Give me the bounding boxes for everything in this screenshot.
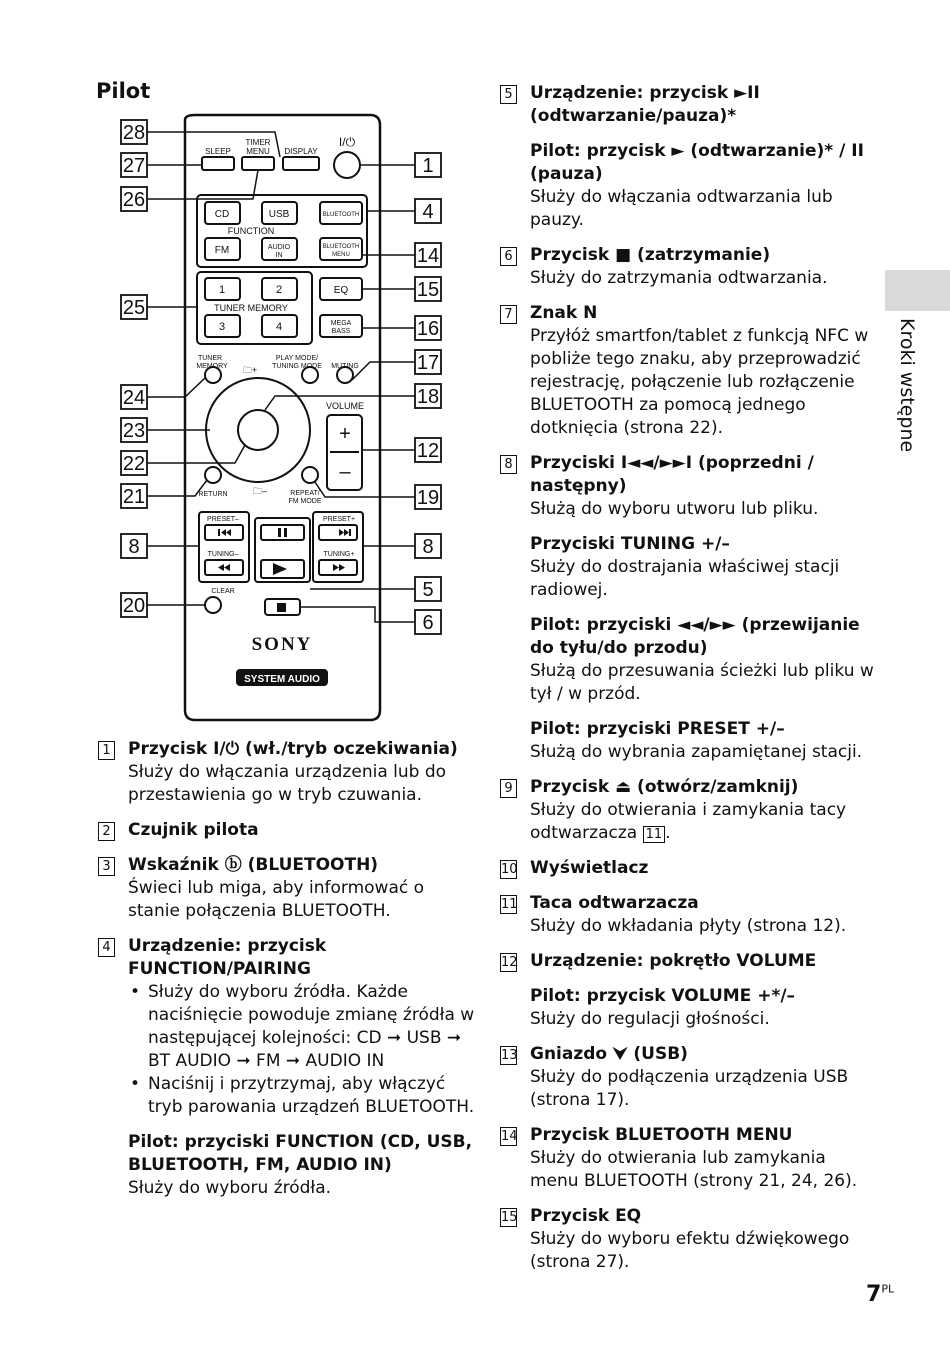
callout-1: 1	[422, 155, 434, 177]
side-tab-marker	[885, 270, 950, 311]
callout-18: 18	[416, 386, 440, 408]
item-12: 12 Urządzenie: pokrętło VOLUME Pilot: przycisk VOLUME +*/– Służy do regulacji głośności.	[501, 951, 817, 1029]
button-2: 2	[275, 284, 283, 296]
side-tab-label: Kroki wstępne	[896, 318, 918, 453]
remote-diagram	[115, 110, 450, 725]
timer-menu-label: TIMER	[245, 138, 271, 147]
item-4-bullet-2: • Naciśnij i przytrzymaj, aby włączyć tryb parowania urządzeń BLUETOOTH.	[128, 1073, 478, 1119]
item-15: 15 Przycisk EQ Służy do wyboru efektu dźwiękowego (strona 27).	[501, 1206, 850, 1272]
power-label: I/⏻	[338, 135, 356, 149]
cd-button: CD	[214, 209, 230, 220]
callout-14: 14	[416, 245, 440, 267]
button-1: 1	[218, 284, 226, 296]
item-3: 3 Wskaźnik ⓑ (BLUETOOTH) Świeci lub miga, aby informować o stanie połączenia BLUETOOTH.	[98, 854, 478, 923]
button-4: 4	[275, 321, 283, 333]
left-column	[98, 738, 478, 1200]
volume-label: VOLUME	[325, 401, 365, 411]
callout-6: 6	[422, 612, 434, 634]
callout-26: 26	[122, 189, 146, 211]
bluetooth-button: BLUETOOTH	[322, 212, 360, 218]
callout-20: 20	[122, 595, 146, 617]
item-2: 2 Czujnik pilota	[98, 819, 478, 842]
callout-17: 17	[416, 352, 440, 374]
callout-22: 22	[122, 453, 146, 475]
callout-23: 23	[122, 420, 146, 442]
fm-button: FM	[214, 245, 230, 256]
callout-27: 27	[122, 155, 146, 177]
folder-plus-label: 🗀+	[242, 365, 258, 375]
item-8: 8 Przyciski I◄◄/►►I (poprzedni / następny) Służą do wyboru utworu lub pliku. Przyciski TUNING +/– Służy do dostrajania właściwej stacji radiowej. Pilot: przyciski ◄◄/►► (przewijanie do tyłu/do przodu) Służą do przesuwania ścieżki lub pliku w tył / w przód. Pilot: przyciski PRESET +/– Służą do wybrania zapamiętanej stacji.	[500, 452, 875, 764]
callout-16: 16	[416, 318, 440, 340]
item-7: 7 Znak N Przyłóż smartfon/tablet z funkcją NFC w pobliże tego znaku, aby przeprowadzić rejestrację, połączenie lub rozłączenie BLUETOOTH za pomocą jednego dotknięcia (strona 22).	[500, 302, 875, 440]
sony-logo: SONY	[251, 634, 313, 655]
sleep-label: SLEEP	[205, 147, 231, 156]
svg-text:MENU: MENU	[246, 147, 270, 156]
button-3: 3	[218, 321, 226, 333]
callout-21: 21	[122, 486, 146, 508]
item-10: 10 Wyświetlacz	[501, 858, 649, 878]
svg-text:FM MODE: FM MODE	[288, 498, 322, 505]
callout-28: 28	[122, 122, 146, 144]
callout-5: 5	[422, 579, 434, 601]
repeat-label: REPEAT/	[290, 490, 320, 497]
audio-in-button: AUDIO	[267, 244, 291, 251]
tuning-minus-label: TUNING–	[207, 551, 239, 558]
svg-text:BASS: BASS	[331, 328, 351, 335]
item-5: 5 Urządzenie: przycisk ►II (odtwarzanie/pauza)* Pilot: przycisk ► (odtwarzanie)* / II (pauza) Służy do włączania odtwarzania lub pauzy.	[500, 82, 875, 232]
folder-minus-label: 🗀–	[252, 486, 268, 496]
item-14: 14 Przycisk BLUETOOTH MENU Służy do otwierania lub zamykania menu BLUETOOTH (strony 21, 24, 26).	[501, 1125, 858, 1191]
callout-19: 19	[416, 487, 440, 509]
tuner-memory-group-label: TUNER MEMORY	[214, 303, 288, 313]
mega-bass-button: MEGA	[330, 320, 352, 327]
page-title: Pilot	[96, 79, 151, 103]
svg-text:MENU: MENU	[332, 252, 350, 258]
tuning-plus-label: TUNING+	[323, 551, 355, 558]
item-6: 6 Przycisk ■ (zatrzymanie) Służy do zatrzymania odtwarzania.	[500, 244, 875, 290]
callout-12: 12	[416, 440, 440, 462]
clear-label: CLEAR	[211, 588, 235, 595]
callout-4: 4	[422, 201, 434, 223]
usb-button: USB	[268, 209, 290, 220]
function-label: FUNCTION	[227, 226, 275, 236]
callout-8-right: 8	[422, 536, 434, 558]
right-column	[500, 82, 875, 1274]
callout-8-left: 8	[128, 536, 140, 558]
callout-15: 15	[416, 279, 440, 301]
volume-minus: –	[339, 461, 351, 483]
preset-minus-label: PRESET–	[207, 516, 239, 523]
play-mode-label: PLAY MODE/	[275, 355, 319, 362]
svg-text:MEMORY: MEMORY	[196, 363, 228, 370]
preset-plus-label: PRESET+	[322, 516, 356, 523]
svg-text:TUNING MODE: TUNING MODE	[272, 363, 322, 370]
item-4: 4 Urządzenie: przycisk FUNCTION/PAIRING • Służy do wyboru źródła. Każde naciśnięcie powoduje zmianę źródła w następującej kolejności: CD ➞ USB ➞ BT AUDIO ➞ FM ➞ AUDIO IN • Naciśnij i przytrzymaj, aby włączyć tryb parowania urządzeń BLUETOOTH. Pilot: przyciski FUNCTION (CD, USB, BLUETOOTH, FM, AUDIO IN) Służy do wyboru źródła.	[98, 935, 478, 1200]
page-number: $7^{PL}$	[866, 1282, 895, 1307]
display-label: DISPLAY	[284, 147, 318, 156]
item-13: 13 Gniazdo ⮟ (USB) Służy do podłączenia urządzenia USB (strona 17).	[501, 1044, 849, 1110]
ref-box-11: 11	[643, 826, 666, 843]
tuner-memory-label: TUNER	[197, 355, 223, 362]
svg-text:IN: IN	[275, 252, 283, 259]
volume-plus: +	[339, 423, 351, 445]
item-11: 11 Taca odtwarzacza Służy do wkładania płyty (strona 12).	[501, 893, 847, 936]
return-label: RETURN	[198, 491, 228, 498]
item-1: 1 Przycisk I/⏻ (wł./tryb oczekiwania) Służy do włączania urządzenia lub do przestawienia go w tryb czuwania.	[98, 738, 478, 807]
bluetooth-menu-button: BLUETOOTH	[322, 244, 360, 250]
callout-25: 25	[122, 297, 146, 319]
callout-24: 24	[122, 387, 146, 409]
muting-label: MUTING	[331, 363, 359, 370]
item-4-bullet-1: • Służy do wyboru źródła. Każde naciśnięcie powoduje zmianę źródła w następującej kolejności: CD ➞ USB ➞ BT AUDIO ➞ FM ➞ AUDIO IN	[128, 981, 478, 1073]
eq-button: EQ	[333, 285, 349, 296]
item-9: 9 Przycisk ⏏ (otwórz/zamknij) Służy do otwierania i zamykania tacy odtwarzacza 11 .	[500, 776, 875, 845]
system-audio-logo: SYSTEM AUDIO	[244, 674, 320, 685]
